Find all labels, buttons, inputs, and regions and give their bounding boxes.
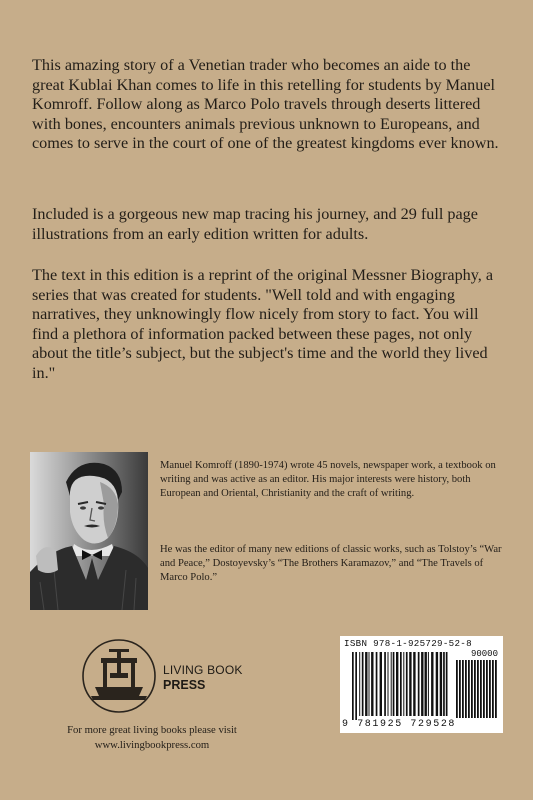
isbn-label: ISBN 978-1-925729-52-8 [344, 638, 472, 649]
publisher-name-line-2: PRESS [163, 678, 206, 692]
footer-invite-text: For more great living books please visit [67, 724, 237, 736]
ean-digits: 9 781925 729528 [342, 719, 457, 730]
description-paragraph-2: Included is a gorgeous new map tracing his journey, and 29 full page illustrations from an early edition written for adults. [32, 205, 478, 243]
publisher-name-line-1: LIVING BOOK [163, 663, 243, 677]
author-photo [30, 452, 148, 610]
author-bio-paragraph-1: Manuel Komroff (1890-1974) wrote 45 novels, newspaper work, a textbook on writing and was active as an editor. His major interests were history, both European and Oriental, Christianity and the craft of writing. [160, 460, 496, 499]
description-paragraph-3: The text in this edition is a reprint of the original Messner Biography, a series that was created for students. "Well told and with engaging narratives, they unknowingly flow nicely from story to fact. You will find a plethora of information packed between these pages, not only about the title’s subject, but the subject's time and the world they lived in." [32, 266, 494, 382]
isbn-barcode [340, 636, 503, 733]
publisher-name [163, 663, 243, 693]
description-paragraph-1: This amazing story of a Venetian trader who becomes an aide to the great Kublai Khan comes to life in this retelling for students by Manuel Komroff. Follow along as Marco Polo travels through deserts littered with bones, encounters animals previous unknown to Europeans, and comes to serve in the court of one of the greatest kingdoms ever known. [32, 56, 499, 152]
publisher-website-link[interactable]: www.livingbookpress.com [94, 739, 210, 751]
publisher-logo-icon [81, 638, 157, 714]
author-bio-paragraph-2: He was the editor of many new editions of classic works, such as Tolstoy’s “War and Peace,” Dostoyevsky’s “The Brothers Karamazov,” and “The Travels of Marco Polo.” [160, 544, 502, 583]
price-code: 90000 [470, 649, 498, 659]
